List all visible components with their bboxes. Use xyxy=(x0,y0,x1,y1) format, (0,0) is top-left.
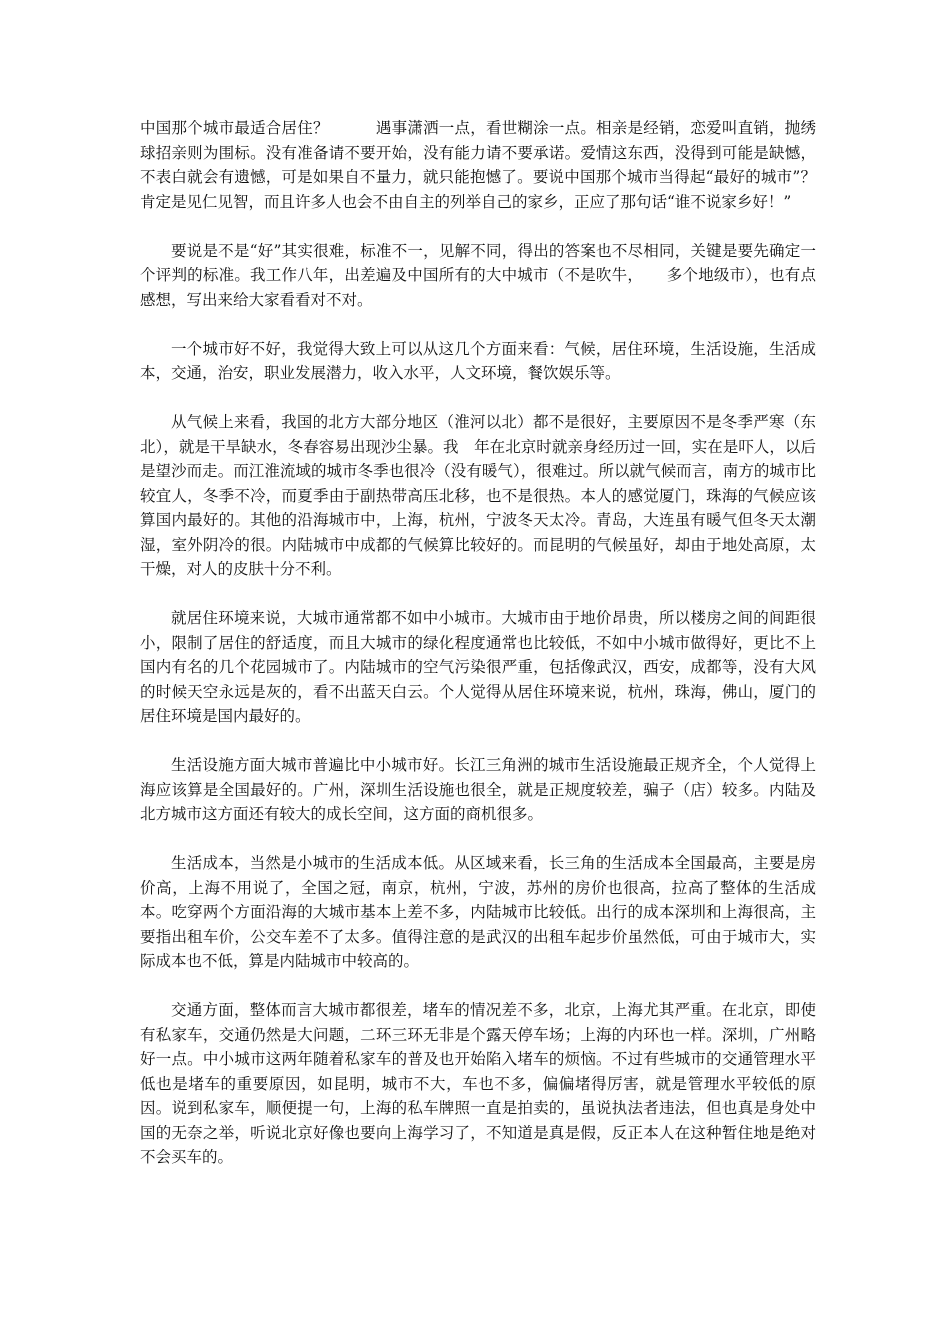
paragraph-intro: 中国那个城市最适合居住？ 遇事潇洒一点，看世糊涂一点。相亲是经销，恋爱叫直销，抛绣球招亲则为围标。没有准备请不要开始，没有能力请不要承诺。爱情这东西，没得到可能是缺憾，不表白就会有遗憾，可是如果自不量力，就只能抱憾了。要说中国那个城市当得起“最好的城市”？肯定是见仁见智，而且许多人也会不由自主的列举自己的家乡，正应了那句话“谁不说家乡好！” xyxy=(140,119,816,211)
paragraph-criteria: 要说是不是“好”其实很难，标准不一，见解不同，得出的答案也不尽相同，关键是要先确定一个评判的标准。我工作八年，出差遍及中国所有的大中城市（不是吹牛， 多个地级市），也有点感想，写出来给大家看看对不对。 xyxy=(140,241,816,309)
paragraph-living-cost: 生活成本，当然是小城市的生活成本低。从区域来看，长三角的生活成本全国最高，主要是房价高，上海不用说了，全国之冠，南京，杭州，宁波，苏州的房价也很高，拉高了整体的生活成本。吃穿两个方面沿海的大城市基本上差不多，内陆城市比较低。出行的成本深圳和上海很高，主要指出租车价，公交车差不了太多。值得注意的是武汉的出租车起步价虽然低，可由于城市大，实际成本也不低，算是内陆城市中较高的。 xyxy=(140,854,816,970)
paragraph-traffic: 交通方面，整体而言大城市都很差，堵车的情况差不多，北京，上海尤其严重。在北京，即使有私家车，交通仍然是大问题，二环三环无非是个露天停车场；上海的内环也一样。深圳，广州略好一点。中小城市这两年随着私家车的普及也开始陷入堵车的烦恼。不过有些城市的交通管理水平低也是堵车的重要原因，如昆明，城市不大，车也不多，偏偏堵得厉害，就是管理水平较低的原因。说到私家车，顺便提一句，上海的私车牌照一直是拍卖的，虽说执法者违法，但也真是身处中国的无奈之举，听说北京好像也要向上海学习了，不知道是真是假，反正本人在这种暂住地是绝对不会买车的。 xyxy=(140,1001,816,1166)
paragraph-climate: 从气候上来看，我国的北方大部分地区（淮河以北）都不是很好，主要原因不是冬季严寒（东北），就是干旱缺水，冬春容易出现沙尘暴。我 年在北京时就亲身经历过一回，实在是吓人，以后是望沙而走。而江淮流域的城市冬季也很冷（没有暖气），很难过。所以就气候而言，南方的城市比较宜人，冬季不冷，而夏季由于副热带高压北移，也不是很热。本人的感觉厦门，珠海的气候应该算国内最好的。其他的沿海城市中，上海，杭州，宁波冬天太冷。青岛，大连虽有暖气但冬天太潮湿，室外阴冷的很。内陆城市中成都的气候算比较好的。而昆明的气候虽好，却由于地处高原，太干燥，对人的皮肤十分不利。 xyxy=(140,413,816,578)
paragraph-facilities: 生活设施方面大城市普遍比中小城市好。长江三角洲的城市生活设施最正规齐全，个人觉得上海应该算是全国最好的。广州，深圳生活设施也很全，就是正规度较差，骗子（店）较多。内陆及北方城市这方面还有较大的成长空间，这方面的商机很多。 xyxy=(140,756,816,823)
paragraph-living-environment: 就居住环境来说，大城市通常都不如中小城市。大城市由于地价昂贵，所以楼房之间的间距很小，限制了居住的舒适度，而且大城市的绿化程度通常也比较低，不如中小城市做得好，更比不上国内有名的几个花园城市了。内陆城市的空气污染很严重，包括像武汉，西安，成都等，没有大风的时候天空永远是灰的，看不出蓝天白云。个人觉得从居住环境来说，杭州，珠海，佛山，厦门的居住环境是国内最好的。 xyxy=(140,609,816,725)
paragraph-aspects: 一个城市好不好，我觉得大致上可以从这几个方面来看：气候，居住环境，生活设施，生活成本，交通，治安，职业发展潜力，收入水平，人文环境，餐饮娱乐等。 xyxy=(140,339,816,382)
document-body xyxy=(140,116,816,1194)
